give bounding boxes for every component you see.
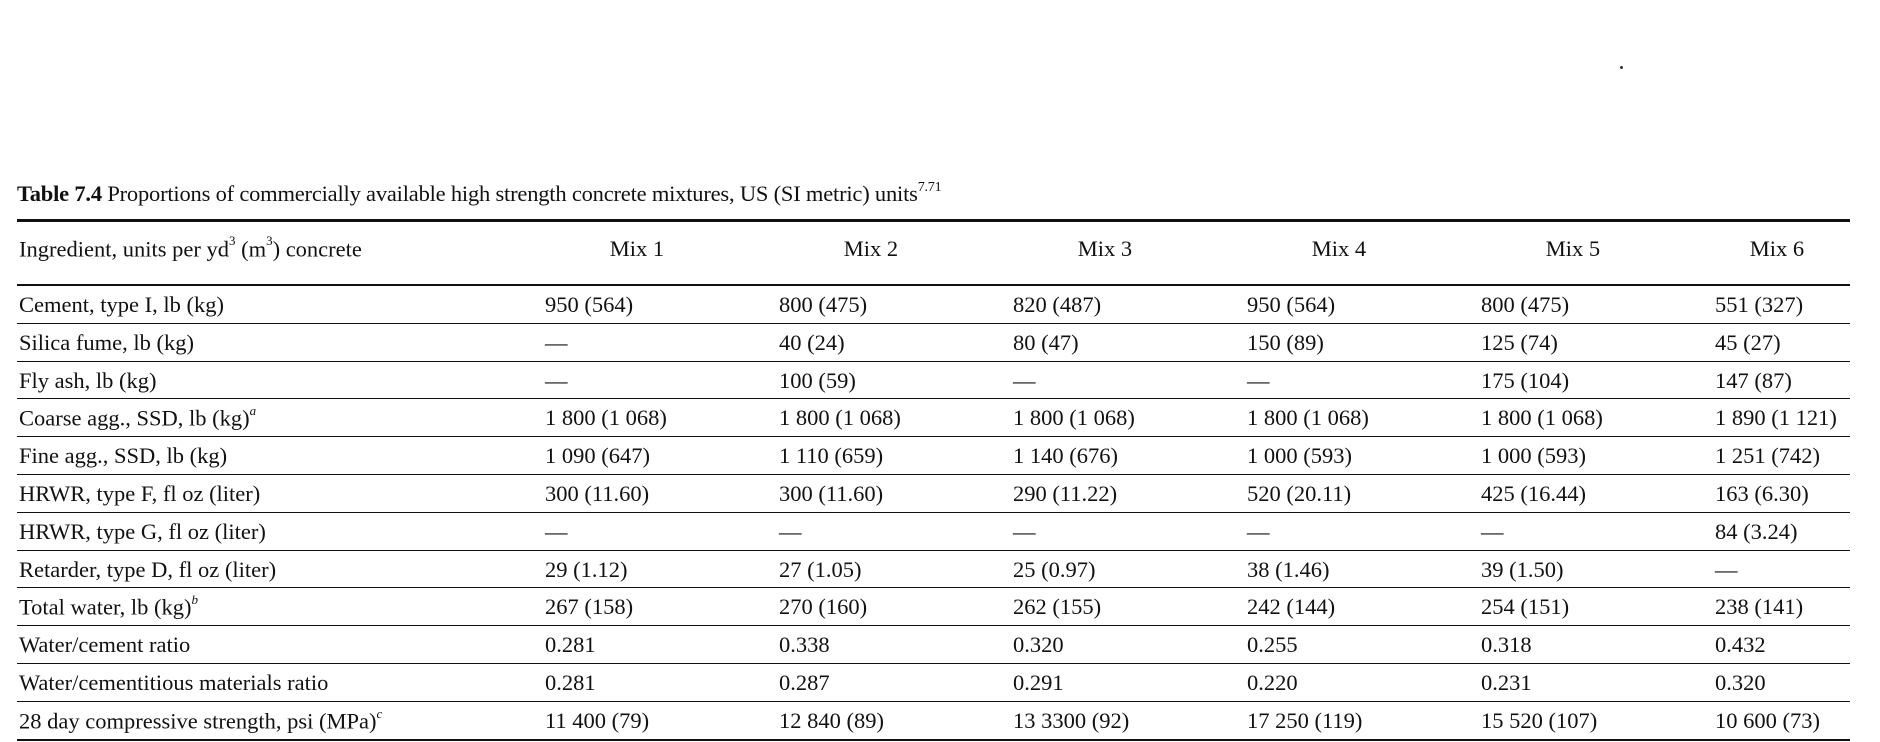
cell-mix-1: 11 400 (79) — [545, 707, 650, 733]
table-row — [17, 286, 1850, 324]
cell-mix-6: 163 (6.30) — [1715, 480, 1809, 506]
cell-mix-3: 25 (0.97) — [1013, 556, 1096, 582]
table-bottom-rule — [17, 739, 1850, 741]
table-row — [17, 475, 1850, 513]
cell-mix-4: 0.220 — [1247, 669, 1298, 695]
cell-mix-5: 1 000 (593) — [1481, 443, 1586, 469]
cell-mix-4: 242 (144) — [1247, 594, 1336, 620]
cell-mix-2: 27 (1.05) — [779, 556, 862, 582]
row-label: Total water, lb (kg)$^b$ — [19, 592, 198, 620]
cell-mix-4: 1 000 (593) — [1247, 443, 1352, 469]
cell-mix-6: 84 (3.24) — [1715, 518, 1798, 544]
header-mix-5: Mix 5 — [1545, 236, 1601, 261]
cell-mix-1: 950 (564) — [545, 292, 634, 317]
cell-mix-6: — — [1715, 556, 1738, 582]
cell-mix-2: 1 800 (1 068) — [779, 405, 901, 431]
cell-mix-2: 1 110 (659) — [779, 443, 884, 469]
cell-mix-1: 300 (11.60) — [545, 480, 650, 506]
cell-mix-6: 0.432 — [1715, 632, 1766, 658]
cell-mix-1: 1 090 (647) — [545, 443, 650, 469]
cell-mix-1: 1 800 (1 068) — [545, 405, 667, 431]
cell-mix-5: 39 (1.50) — [1481, 556, 1564, 582]
table-body — [17, 286, 1850, 740]
cell-mix-1: 29 (1.12) — [545, 556, 628, 582]
cell-mix-3: 13 3300 (92) — [1013, 707, 1130, 733]
cell-mix-1: — — [545, 329, 568, 355]
cell-mix-5: 425 (16.44) — [1481, 480, 1586, 506]
cell-mix-3: 80 (47) — [1013, 329, 1079, 355]
cell-mix-6: 1 251 (742) — [1715, 443, 1820, 469]
cell-mix-1: 0.281 — [545, 669, 596, 695]
header-mix-1: Mix 1 — [609, 236, 665, 261]
cell-mix-6: 45 (27) — [1715, 329, 1781, 355]
cell-mix-3: — — [1013, 367, 1036, 393]
table-number: Table 7.4 — [17, 181, 102, 206]
table-row — [17, 664, 1850, 702]
cell-mix-2: 270 (160) — [779, 594, 868, 620]
footnote-marker: a — [249, 403, 257, 419]
header-mix-4: Mix 4 — [1311, 236, 1367, 261]
cell-mix-5: 0.231 — [1481, 669, 1532, 695]
reference-superscript: 7.71 — [917, 179, 942, 195]
cell-mix-2: 0.287 — [779, 669, 830, 695]
cell-mix-3: 1 800 (1 068) — [1013, 405, 1135, 431]
cell-mix-6: 1 890 (1 121) — [1715, 405, 1837, 431]
cell-mix-3: 1 140 (676) — [1013, 443, 1118, 469]
table-row — [17, 513, 1850, 551]
row-label: Silica fume, lb (kg) — [19, 329, 194, 355]
header-mix-2: Mix 2 — [843, 236, 899, 261]
cell-mix-6: 551 (327) — [1715, 292, 1804, 317]
table-row — [17, 626, 1850, 664]
cell-mix-5: 800 (475) — [1481, 292, 1570, 317]
table-row — [17, 324, 1850, 362]
cell-mix-4: 17 250 (119) — [1247, 707, 1363, 733]
footnote-marker: c — [376, 705, 383, 721]
row-label: Fly ash, lb (kg) — [19, 367, 157, 393]
header-mix-6: Mix 6 — [1749, 236, 1805, 261]
table-header-row — [17, 222, 1850, 284]
cell-mix-2: 100 (59) — [779, 367, 856, 393]
cell-mix-5: — — [1481, 518, 1504, 544]
footnote-marker: b — [191, 592, 198, 608]
scan-speck — [1620, 66, 1623, 69]
row-label: Fine agg., SSD, lb (kg) — [19, 443, 228, 469]
cell-mix-5: 0.318 — [1481, 632, 1532, 658]
cell-mix-3: 290 (11.22) — [1013, 480, 1118, 506]
cell-mix-6: 147 (87) — [1715, 367, 1792, 393]
cell-mix-5: 15 520 (107) — [1481, 707, 1598, 733]
row-label: 28 day compressive strength, psi (MPa)$^c$ — [19, 705, 383, 734]
row-label: Water/cement ratio — [19, 632, 191, 658]
row-label: Water/cementitious materials ratio — [19, 669, 329, 695]
header-ingredient: Ingredient, units per $yd^3$ $(m^3)$ concrete — [19, 233, 362, 262]
cell-mix-6: 238 (141) — [1715, 594, 1804, 620]
table-row — [17, 362, 1850, 400]
cell-mix-4: 150 (89) — [1247, 329, 1324, 355]
table-row — [17, 551, 1850, 589]
cell-mix-1: 0.281 — [545, 632, 596, 658]
cell-mix-2: — — [779, 518, 802, 544]
row-label: HRWR, type F, fl oz (liter) — [19, 480, 261, 506]
cell-mix-6: 10 600 (73) — [1715, 707, 1820, 733]
cell-mix-5: 125 (74) — [1481, 329, 1558, 355]
table-row — [17, 702, 1850, 740]
row-label: Retarder, type D, fl oz (liter) — [19, 556, 277, 582]
cell-mix-6: 0.320 — [1715, 669, 1766, 695]
cell-mix-4: 38 (1.46) — [1247, 556, 1330, 582]
cell-mix-3: 820 (487) — [1013, 292, 1102, 317]
cell-mix-4: — — [1247, 367, 1270, 393]
header-mix-3: Mix 3 — [1077, 236, 1133, 261]
table-title: Proportions of commercially available high strength concrete mixtures, US (SI metric) units — [101, 181, 918, 206]
cell-mix-2: 12 840 (89) — [779, 707, 884, 733]
cell-mix-1: — — [545, 367, 568, 393]
cell-mix-5: 175 (104) — [1481, 367, 1570, 393]
table-row — [17, 399, 1850, 437]
table-caption — [17, 181, 941, 207]
table-row — [17, 437, 1850, 475]
cell-mix-5: 1 800 (1 068) — [1481, 405, 1603, 431]
cell-mix-2: 800 (475) — [779, 292, 868, 317]
cell-mix-4: 520 (20.11) — [1247, 480, 1352, 506]
cell-mix-3: — — [1013, 518, 1036, 544]
cell-mix-3: 0.320 — [1013, 632, 1064, 658]
cell-mix-4: 1 800 (1 068) — [1247, 405, 1369, 431]
cell-mix-3: 262 (155) — [1013, 594, 1102, 620]
cell-mix-1: 267 (158) — [545, 594, 634, 620]
cell-mix-1: — — [545, 518, 568, 544]
cell-mix-2: 40 (24) — [779, 329, 845, 355]
cell-mix-4: 0.255 — [1247, 632, 1298, 658]
row-label: Cement, type I, lb (kg) — [19, 292, 224, 317]
table-row — [17, 588, 1850, 626]
cell-mix-3: 0.291 — [1013, 669, 1064, 695]
cell-mix-4: 950 (564) — [1247, 292, 1336, 317]
row-label: HRWR, type G, fl oz (liter) — [19, 518, 266, 544]
cell-mix-2: 0.338 — [779, 632, 830, 658]
cell-mix-5: 254 (151) — [1481, 594, 1570, 620]
cell-mix-4: — — [1247, 518, 1270, 544]
row-label: Coarse agg., SSD, lb (kg)$^a$ — [19, 403, 257, 431]
cell-mix-2: 300 (11.60) — [779, 480, 884, 506]
